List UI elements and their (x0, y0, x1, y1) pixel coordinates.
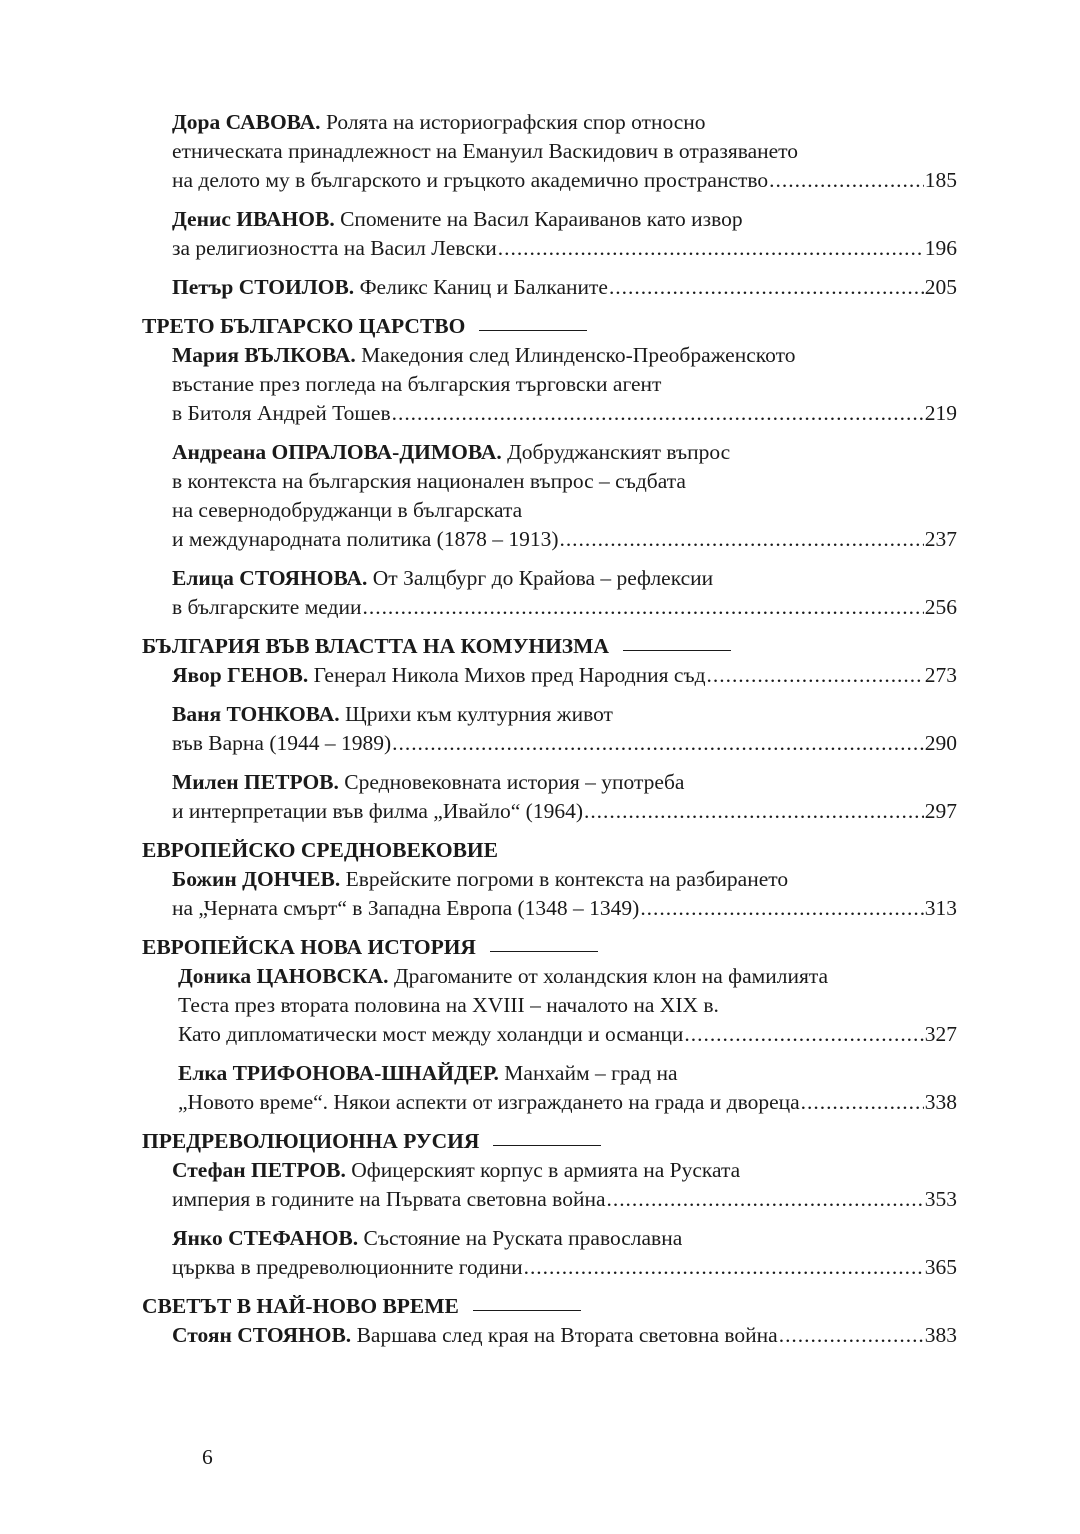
entry-author: Божин ДОНЧЕВ. (172, 867, 341, 891)
section-title: ПРЕДРЕВОЛЮЦИОННА РУСИЯ (142, 1129, 480, 1153)
entry-author: Андреана ОПРАЛОВА-ДИМОВА. (172, 440, 502, 464)
dot-leader (684, 1020, 923, 1049)
toc-entry[interactable] (172, 108, 957, 195)
entry-page-number: 196 (924, 236, 957, 260)
entry-page-number: 338 (924, 1090, 957, 1114)
entry-title-line: Състояние на Руската православна (363, 1226, 683, 1250)
section-title: ЕВРОПЕЙСКО СРЕДНОВЕКОВИЕ (142, 838, 498, 862)
toc-entry[interactable] (172, 564, 957, 622)
dot-leader (363, 593, 924, 622)
toc-entry[interactable] (172, 341, 957, 428)
entry-author: Янко СТЕФАНОВ. (172, 1226, 359, 1250)
entry-page-number: 205 (924, 275, 957, 299)
dot-leader (779, 1321, 924, 1350)
toc-entry[interactable] (172, 1156, 957, 1214)
entry-page-number: 273 (924, 663, 957, 687)
toc-entry[interactable] (172, 1224, 957, 1282)
dot-leader (498, 234, 924, 263)
entry-title-line: Добруджанският въпрос (507, 440, 731, 464)
entry-page-number: 256 (924, 595, 957, 619)
entry-title-line: Манхайм – град на (504, 1061, 678, 1085)
toc-entry[interactable] (172, 438, 957, 554)
entry-title-line: в Битоля Андрей Тошев (172, 401, 391, 425)
section-rule (490, 951, 598, 952)
entry-page-number: 383 (924, 1323, 957, 1347)
entry-page-number: 313 (924, 896, 957, 920)
toc-entry[interactable] (172, 768, 957, 826)
entry-page-number: 327 (924, 1022, 957, 1046)
section-heading (142, 1292, 957, 1321)
toc-entry[interactable] (172, 273, 957, 302)
entry-title-line: и международната политика (1878 – 1913) (172, 527, 559, 551)
entry-title-line: на делото му в българското и гръцкото академично пространство (172, 168, 769, 192)
section-heading (142, 632, 957, 661)
entry-title-line: Спомените на Васил Караиванов като извор (340, 207, 743, 231)
table-of-contents (142, 108, 957, 1360)
entry-author: Елица СТОЯНОВА. (172, 566, 368, 590)
dot-leader (392, 729, 924, 758)
section-title: ТРЕТО БЪЛГАРСКО ЦАРСТВО (142, 314, 466, 338)
dot-leader (609, 273, 924, 302)
dot-leader (524, 1253, 924, 1282)
entry-title-line: за религиозността на Васил Левски (172, 236, 497, 260)
section-heading (142, 312, 957, 341)
entry-title-line: църква в предреволюционните години (172, 1255, 523, 1279)
entry-title-line: империя в годините на Първата световна война (172, 1187, 606, 1211)
entry-title-line: Като дипломатически мост между холандци и османци (178, 1022, 684, 1046)
entry-author: Доника ЦАНОВСКА. (178, 964, 389, 988)
entry-author: Ваня ТОНКОВА. (172, 702, 340, 726)
entry-page-number: 353 (924, 1187, 957, 1211)
dot-leader (801, 1088, 924, 1117)
section-title: БЪЛГАРИЯ ВЪВ ВЛАСТТА НА КОМУНИЗМА (142, 634, 609, 658)
entry-title-line: „Новото време“. Някои аспекти от изграждането на града и двореца (178, 1090, 800, 1114)
entry-author: Мария ВЪЛКОВА. (172, 343, 356, 367)
toc-entry[interactable] (172, 661, 957, 690)
toc-entry[interactable] (172, 1321, 957, 1350)
entry-author: Дора САВОВА. (172, 110, 321, 134)
entry-title-line: Македония след Илинденско-Преображенското (361, 343, 796, 367)
dot-leader (607, 1185, 924, 1214)
entry-author: Денис ИВАНОВ. (172, 207, 335, 231)
entry-page-number: 365 (924, 1255, 957, 1279)
toc-entry[interactable] (178, 962, 957, 1049)
entry-page-number: 185 (924, 168, 957, 192)
entry-title-line: Щрихи към културния живот (345, 702, 613, 726)
section-rule (479, 330, 587, 331)
entry-title-line: Средновековната история – употреба (344, 770, 685, 794)
toc-entry[interactable] (172, 865, 957, 923)
entry-page-number: 290 (924, 731, 957, 755)
entry-title-line: Ролята на историографския спор относно (325, 110, 706, 134)
entry-title-line: на севернодобруджанци в българската (172, 498, 523, 522)
section-rule (473, 1310, 581, 1311)
entry-page-number: 237 (924, 527, 957, 551)
dot-leader (584, 797, 924, 826)
entry-title-line: Генерал Никола Михов пред Народния съд (313, 663, 706, 687)
toc-entry[interactable] (172, 700, 957, 758)
entry-page-number: 219 (924, 401, 957, 425)
entry-title-line: Теста през втората половина на XVIII – началото на XIX в. (178, 993, 719, 1017)
entry-author: Стефан ПЕТРОВ. (172, 1158, 346, 1182)
entry-author: Петър СТОИЛОВ. (172, 275, 355, 299)
entry-title-line: Еврейските погроми в контекста на разбирането (345, 867, 789, 891)
dot-leader (707, 661, 924, 690)
entry-author: Стоян СТОЯНОВ. (172, 1323, 352, 1347)
entry-title-line: въстание през погледа на българския търговски агент (172, 372, 662, 396)
entry-author: Явор ГЕНОВ. (172, 663, 309, 687)
section-title: СВЕТЪТ В НАЙ-НОВО ВРЕМЕ (142, 1294, 459, 1318)
entry-author: Елка ТРИФОНОВА-ШНАЙДЕР. (178, 1061, 499, 1085)
toc-entry[interactable] (172, 205, 957, 263)
entry-title-line: Феликс Каниц и Балканите (359, 275, 608, 299)
entry-author: Милен ПЕТРОВ. (172, 770, 339, 794)
section-rule (493, 1145, 601, 1146)
entry-title-line: От Залцбург до Крайова – рефлексии (372, 566, 714, 590)
dot-leader (559, 525, 923, 554)
entry-title-line: етническата принадлежност на Емануил Васкидович в отразяването (172, 139, 799, 163)
dot-leader (769, 166, 924, 195)
entry-title-line: в българските медии (172, 595, 362, 619)
entry-title-line: на „Черната смърт“ в Западна Европа (1348 – 1349) (172, 896, 640, 920)
page-number: 6 (202, 1445, 213, 1469)
entry-title-line: в контекста на българския национален въпрос – съдбата (172, 469, 686, 493)
toc-entry[interactable] (178, 1059, 957, 1117)
entry-title-line: Драгоманите от холандския клон на фамилията (393, 964, 829, 988)
section-rule (623, 650, 731, 651)
entry-page-number: 297 (924, 799, 957, 823)
section-heading (142, 1127, 957, 1156)
entry-title-line: Офицерският корпус в армията на Руската (351, 1158, 741, 1182)
section-title: ЕВРОПЕЙСКА НОВА ИСТОРИЯ (142, 935, 476, 959)
entry-title-line: във Варна (1944 – 1989) (172, 731, 392, 755)
dot-leader (640, 894, 923, 923)
section-heading (142, 933, 957, 962)
entry-title-line: Варшава след края на Втората световна война (356, 1323, 778, 1347)
section-heading (142, 836, 957, 865)
dot-leader (392, 399, 924, 428)
entry-title-line: и интерпретации във филма „Ивайло“ (1964) (172, 799, 583, 823)
